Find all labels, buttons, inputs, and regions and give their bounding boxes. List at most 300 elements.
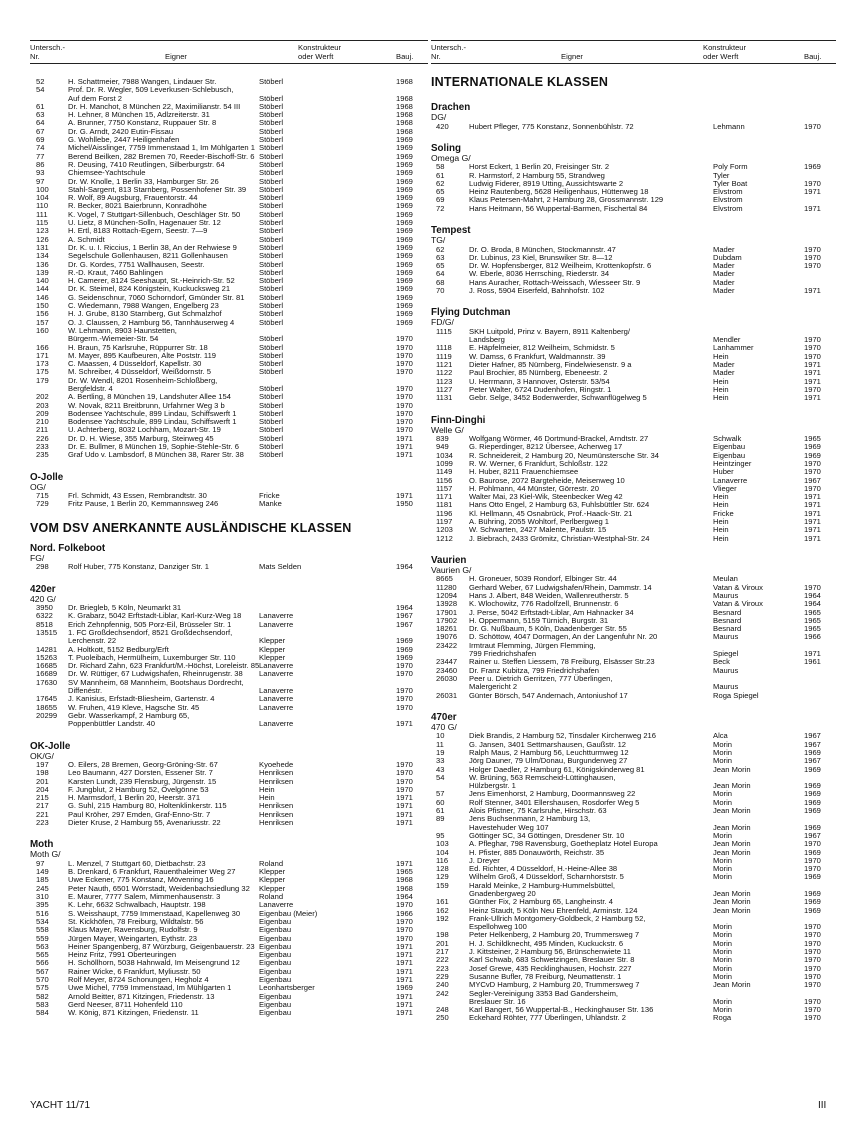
sail-number: 197 <box>36 760 49 769</box>
sail-number: 221 <box>36 809 49 819</box>
sail-number: 1127 <box>436 384 453 394</box>
builder: Stöberl <box>259 118 284 128</box>
section-title: INTERNATIONALE KLASSEN <box>431 75 609 89</box>
builder: Stöberl <box>259 276 284 286</box>
build-year: 1968 <box>396 875 413 885</box>
sail-number: 61 <box>436 806 445 816</box>
sail-number: 23460 <box>436 665 458 675</box>
build-year: 1969 <box>804 162 821 172</box>
owner: H. Braun, 75 Karlsruhe, Rüppurrer Str. 18 <box>68 342 208 352</box>
owner: W. Novak, 8211 Breitbrunn, Urfahrner Weg 3 b <box>68 400 225 410</box>
sail-number: 233 <box>36 442 49 452</box>
builder: Alca <box>713 731 728 741</box>
builder: Morin <box>713 963 732 973</box>
build-year: 1971 <box>396 941 413 951</box>
build-year: 1971 <box>396 450 413 460</box>
builder: Hein <box>713 533 729 543</box>
owner: H. Marmsdorf, 1 Berlin 20, Heerstr. 371 <box>68 793 201 803</box>
owner: W. Fruhen, 419 Kleve, Hagsche Str. 45 <box>68 702 200 712</box>
build-year: 1970 <box>804 855 821 865</box>
sail-number: 140 <box>36 276 49 286</box>
builder: Morin <box>713 855 732 865</box>
owner: F. Jungblut, 2 Hamburg 52, Övelgönne 53 <box>68 784 209 794</box>
owner: Horst Eckert, 1 Berlin 20, Freisinger Str. 2 <box>469 162 610 172</box>
builder: Eigenbau (Meier) <box>259 908 318 918</box>
builder: Hein <box>713 351 729 361</box>
sail-number: 11 <box>436 739 444 749</box>
sail-number: 201 <box>36 776 49 786</box>
owner: W. König, 871 Kitzingen, Friedenstr. 11 <box>68 1008 199 1018</box>
build-year: 1964 <box>396 562 413 572</box>
sail-number: 61 <box>36 101 45 111</box>
build-year: 1969 <box>804 450 821 460</box>
builder: Stöberl <box>259 309 284 319</box>
build-year: 1969 <box>396 176 413 186</box>
build-year: 1970 <box>396 925 413 935</box>
owner: Hans Auracher, Rottach-Weissach, Wiesseer Str. 9 <box>469 277 641 287</box>
owner: Gerhard Weber, 67 Ludwigshafen/Rhein, Dammstr. 14 <box>469 582 652 592</box>
owner: A. Pfleghar, 798 Ravensburg, Goetheplatz Hotel Europa <box>469 839 658 849</box>
builder: Stöberl <box>259 350 284 360</box>
sail-number: 1171 <box>436 492 453 502</box>
build-year: 1970 <box>396 392 413 402</box>
sail-number: 1121 <box>436 360 453 370</box>
build-year: 1971 <box>804 508 821 518</box>
owner: W. Eberle, 8036 Herrsching, Riederstr. 34 <box>469 269 610 279</box>
spacer <box>431 403 836 415</box>
builder: Roga Spiegel <box>713 690 759 700</box>
build-year: 1969 <box>396 644 413 654</box>
owner: R. Becker, 8021 Baierbrunn, Konradhöhe <box>68 201 207 211</box>
owner: Peer u. Dietrich Gerritzen, 777 Überlingen, <box>469 673 613 683</box>
owner: Heinz Rautenberg, 5628 Heiligenhaus, Hüttenweg 18 <box>469 187 649 197</box>
build-year: 1969 <box>396 242 413 252</box>
builder: Stöberl <box>259 442 284 452</box>
sail-number: 54 <box>36 85 45 95</box>
builder: Stöberl <box>259 433 284 443</box>
owner: Dr. H. Manchot, 8 München 22, Maximilianstr. 54 III <box>68 101 241 111</box>
sail-number: 949 <box>436 442 449 452</box>
build-year: 1967 <box>804 475 821 485</box>
builder: Hein <box>713 376 729 386</box>
owner: R.-D. Kraut, 7460 Bahlingen <box>68 267 163 277</box>
owner: Peter Nauth, 6501 Wörrstadt, Weidenbachsiedlung 32 <box>68 883 250 893</box>
owner: Berend Beilken, 282 Bremen 70, Reeder-Bischoff-Str. 6 <box>68 151 255 161</box>
builder: Mats Selden <box>259 562 302 572</box>
build-year: 1970 <box>804 971 821 981</box>
build-year: 1965 <box>396 867 413 877</box>
owner: Karsten Lundt, 239 Flensburg, Jürgenstr. 15 <box>68 776 217 786</box>
build-year: 1969 <box>396 209 413 219</box>
owner: Heiner Spangenberg, 87 Würzburg, Geigenbauerstr. 23 <box>68 941 255 951</box>
builder: Stöberl <box>259 251 284 261</box>
builder: Roga <box>713 1013 732 1023</box>
owner: Gebr. Selge, 3452 Bodenwerder, Schwanflügelweg 5 <box>469 393 647 403</box>
build-year: 1966 <box>804 632 821 642</box>
builder: Stöberl <box>259 317 284 327</box>
sail-number: 11280 <box>436 582 457 592</box>
build-year: 1970 <box>396 367 413 377</box>
sail-number: 86 <box>36 159 45 169</box>
build-year: 1969 <box>396 292 413 302</box>
sail-number: 104 <box>436 847 449 857</box>
build-year: 1950 <box>396 499 413 509</box>
sail-number: 23422 <box>436 640 458 650</box>
owner: SV Mannheim, 68 Mannheim, Bootshaus Dordrecht, <box>68 677 244 687</box>
builder: Hein <box>713 525 729 535</box>
builder: Morin <box>713 864 732 874</box>
sail-number: 126 <box>36 234 49 244</box>
sail-number: 204 <box>36 784 49 794</box>
builder: Lanaverre <box>259 611 294 621</box>
class-name: 420er <box>30 583 56 595</box>
sail-number: 19076 <box>436 632 458 642</box>
build-year: 1971 <box>804 649 821 659</box>
sail-number: 15263 <box>36 652 58 662</box>
builder: Stöberl <box>259 392 284 402</box>
owner: A. Bühring, 2055 Wohltorf, Perlbergweg 1 <box>469 517 610 526</box>
sail-number: 10 <box>436 731 445 741</box>
sail-number: 17630 <box>36 677 58 687</box>
right-entry-list <box>431 68 836 1023</box>
sail-number: 563 <box>36 941 49 951</box>
build-year: 1969 <box>804 442 821 452</box>
sail-number: 62 <box>436 244 445 254</box>
builder: Spiegel <box>713 649 739 659</box>
builder: Maurus <box>713 590 739 600</box>
owner: Dr. K. Steimel, 824 Königstein, Kuckucksweg 21 <box>68 284 231 294</box>
sail-number: 839 <box>436 434 449 444</box>
build-year: 1970 <box>804 384 821 394</box>
builder: Eigenbau <box>259 966 292 976</box>
owner: S. Weisshaupt, 7759 Immenstaad, Kapellenweg 30 <box>68 908 241 918</box>
sail-number: 74 <box>36 143 45 153</box>
owner: W. Schwarten, 2427 Malente, Paulstr. 15 <box>469 525 607 535</box>
builder: Morin <box>713 930 732 940</box>
sail-number: 558 <box>36 925 49 935</box>
builder: Vatan & Viroux <box>713 599 763 609</box>
sail-number: 420 <box>436 121 449 131</box>
owner: G. Suhl, 215 Hamburg 80, Holtenklinkerstr. 115 <box>68 801 227 811</box>
build-year: 1969 <box>396 201 413 211</box>
owner: Frl. Schmidt, 43 Essen, Rembrandtstr. 30 <box>68 491 207 501</box>
sail-number: 104 <box>36 193 49 203</box>
sail-number: 157 <box>36 317 49 327</box>
spacer <box>431 213 836 225</box>
owner: Uwe Michel, 7759 Immenstaad, Im Mühlgarten 1 <box>68 983 232 993</box>
builder: Kyoehede <box>259 760 294 769</box>
build-year: 1970 <box>396 383 413 393</box>
build-year: 1969 <box>396 259 413 269</box>
builder: Eigenbau <box>713 442 746 452</box>
owner: Bodensee Yachtschule, 899 Lindau, Schiffswerft 1 <box>68 408 237 418</box>
owner: Alois Pfistner, 75 Karlsruhe, Hirschstr. 63 <box>469 806 607 816</box>
table-row <box>431 394 836 402</box>
table-row <box>30 1009 428 1017</box>
owner: J. Biebrach, 2433 Grömitz, Christian-Westphal-Str. 24 <box>469 533 650 543</box>
sail-number: 131 <box>36 242 49 252</box>
owner: SKH Luitpold, Prinz v. Bayern, 8911 Kaltenberg/ <box>469 326 630 336</box>
builder: Mader <box>713 286 735 296</box>
build-year: 1971 <box>804 203 821 213</box>
builder: Klepper <box>259 644 286 654</box>
owner: H. Schattmeier, 7988 Wangen, Lindauer Str. <box>68 77 217 86</box>
sail-number: 245 <box>36 883 49 893</box>
builder: Elvstrom <box>713 187 743 197</box>
owner: Heinz Staudt, 5 Köln Neu Ehrenfeld, Arminstr. 124 <box>469 905 638 915</box>
owner: E. Häpfelmeier, 812 Weilheim, Schmidstr. 5 <box>469 343 615 353</box>
owner: Prof. Dr. R. Wegler, 509 Leverkusen-Schlebusch, <box>68 85 234 95</box>
build-year: 1971 <box>396 966 413 976</box>
build-year: 1970 <box>396 784 413 794</box>
owner: Hans Otto Engel, 2 Hamburg 63, Fuhlsbüttler Str. 624 <box>469 500 650 510</box>
build-year: 1970 <box>804 178 821 188</box>
owner: Hans J. Albert, 848 Weiden, Wallenreutherstr. 5 <box>469 590 629 600</box>
owner: Jürgen Mayer, Weingarten, Eythstr. 23 <box>68 933 198 943</box>
owner: Arnold Beitter, 871 Kitzingen, Friedenstr. 13 <box>68 991 215 1001</box>
builder: Jean Morin <box>713 980 751 990</box>
build-year: 1970 <box>804 261 821 271</box>
build-year: 1969 <box>804 872 821 882</box>
owner: M. Schreiber, 4 Düsseldorf, Weißdornstr. 5 <box>68 367 211 377</box>
builder: Morin <box>713 756 732 766</box>
owner: Dr. W. Knolle, 1 Berlin 33, Hamburger Str. 26 <box>68 176 219 186</box>
builder: Stöberl <box>259 226 284 236</box>
owner: H. Pfister, 885 Donauwörth, Reichstr. 35 <box>469 847 605 857</box>
builder: Morin <box>713 971 732 981</box>
builder: Hein <box>259 793 275 803</box>
owner: Segler-Vereinigung 3353 Bad Gandersheim, <box>469 988 619 998</box>
class-name: O-Jolle <box>30 471 64 483</box>
build-year: 1971 <box>804 376 821 386</box>
builder: Jean Morin <box>713 806 751 816</box>
builder: Lanaverre <box>259 694 294 704</box>
build-year: 1970 <box>804 252 821 262</box>
build-year: 1971 <box>804 368 821 378</box>
class-code: 420 G/ <box>30 593 56 604</box>
sail-number: 68 <box>436 277 445 287</box>
sail-number: 1118 <box>436 343 452 353</box>
sail-number: 215 <box>36 793 49 803</box>
build-year: 1964 <box>396 892 413 902</box>
builder: Morin <box>713 947 732 957</box>
builder: Eigenbau <box>259 1008 292 1018</box>
class-code: OK/G/ <box>30 750 54 761</box>
builder: Stöberl <box>259 135 284 145</box>
build-year: 1969 <box>804 897 821 907</box>
build-year: 1970 <box>396 916 413 926</box>
owner: Dr. Franz Kubitza, 799 Friedrichshafen <box>469 665 599 675</box>
sail-number: 1034 <box>436 450 453 460</box>
owner: Breslauer Str. 16 <box>469 996 526 1006</box>
owner: Ed. Richter, 4 Düsseldorf, H.-Heine-Allee 38 <box>469 864 618 874</box>
builder: Lanaverre <box>713 475 748 485</box>
builder: Stöberl <box>259 93 284 103</box>
owner: W. Damss, 6 Frankfurt, Waldmannstr. 39 <box>469 351 606 361</box>
build-year: 1970 <box>804 121 821 131</box>
builder: Stöberl <box>259 110 284 120</box>
build-year: 1965 <box>804 624 821 634</box>
sail-number: 161 <box>436 897 449 907</box>
builder: Stöberl <box>259 284 284 294</box>
build-year: 1970 <box>396 425 413 435</box>
owner: Rainer Wicke, 6 Frankfurt, Myliusstr. 50 <box>68 966 201 976</box>
owner: Jens Eimenhorst, 2 Hamburg, Doormannsweg 22 <box>469 789 636 799</box>
footer-issue: YACHT 11/71 <box>30 1100 91 1111</box>
sail-number: 1196 <box>436 508 453 518</box>
sail-number: 97 <box>36 176 45 186</box>
build-year: 1967 <box>396 619 413 629</box>
sail-number: 115 <box>36 218 49 228</box>
sail-number: 150 <box>36 301 49 311</box>
owner: Dr. Briegleb, 5 Köln, Neumarkt 31 <box>68 603 182 613</box>
owner: A. Schmidt <box>68 234 105 244</box>
build-year: 1968 <box>396 126 413 136</box>
owner: Diek Brandis, 2 Hamburg 52, Tinsdaler Kirchenweg 216 <box>469 731 656 741</box>
header-konstrukteur: Konstrukteur <box>298 43 342 52</box>
build-year: 1970 <box>396 768 413 778</box>
owner: Hubert Pfleger, 775 Konstanz, Sonnenbühlstr. 72 <box>469 121 634 131</box>
sail-number: 250 <box>436 1013 449 1023</box>
builder: Stöberl <box>259 292 284 302</box>
owner: K. Wlochowitz, 776 Radolfzell, Brunnenstr. 6 <box>469 599 619 609</box>
build-year: 1971 <box>396 958 413 968</box>
builder: Elvstrom <box>713 195 743 205</box>
owner: Leo Baumann, 427 Dorsten, Essener Str. 7 <box>68 768 213 778</box>
builder: Stöberl <box>259 267 284 277</box>
table-row <box>431 205 836 213</box>
build-year: 1970 <box>396 400 413 410</box>
build-year: 1969 <box>396 135 413 145</box>
class-name: Vaurien <box>431 554 467 566</box>
builder: Morin <box>713 797 732 807</box>
sail-number: 1157 <box>436 483 453 493</box>
sail-number: 565 <box>36 950 49 960</box>
class-code: OG/ <box>30 481 46 492</box>
builder: Eigenbau <box>259 950 292 960</box>
build-year: 1970 <box>804 1005 821 1015</box>
builder: Stöberl <box>259 342 284 352</box>
owner: H. Groneuer, 5039 Rondorf, Elbinger Str. 44 <box>469 574 617 584</box>
sail-number: 1203 <box>436 525 453 535</box>
owner: H. Oppermann, 5159 Türnich, Burgstr. 31 <box>469 615 609 625</box>
build-year: 1971 <box>804 525 821 535</box>
owner: Karl Schwab, 683 Schwetzingen, Breslauer Str. 8 <box>469 955 635 965</box>
owner: Fritz Pause, 1 Berlin 20, Kemmannsweg 246 <box>68 499 219 509</box>
sail-number: 16685 <box>36 661 58 671</box>
sail-number: 64 <box>36 118 45 128</box>
owner: Dr. Lubinus, 23 Kiel, Brunswiker Str. 8—12 <box>469 252 613 262</box>
owner: J. Kanisius, Erfstadt-Bliesheim, Gartenstr. 4 <box>68 694 215 704</box>
class-name: Nord. Folkeboot <box>30 542 106 554</box>
sail-number: 240 <box>436 980 449 990</box>
build-year: 1971 <box>396 999 413 1009</box>
build-year: 1971 <box>396 991 413 1001</box>
builder: Klepper <box>259 636 286 646</box>
sail-number: 222 <box>436 955 449 965</box>
build-year: 1970 <box>804 244 821 254</box>
sail-number: 1156 <box>436 475 453 485</box>
owner: K. Grabarz, 5042 Erftstadt-Liblar, Karl-Kurz-Weg 18 <box>68 611 242 621</box>
sail-number: 26031 <box>436 690 458 700</box>
build-year: 1971 <box>804 500 821 510</box>
spacer <box>431 131 836 143</box>
class-name: Moth <box>30 839 54 851</box>
sail-number: 26030 <box>436 673 458 683</box>
builder: Morin <box>713 996 732 1006</box>
builder: Jean Morin <box>713 822 751 832</box>
build-year: 1969 <box>396 159 413 169</box>
owner: Paul Brochier, 85 Nürnberg, Ebeneestr. 2 <box>469 368 608 378</box>
builder: Lanhammer <box>713 343 754 353</box>
owner: Hülzbergstr. 1 <box>469 781 516 791</box>
builder: Morin <box>713 922 732 932</box>
owner: Göttinger SC, 34 Göttingen, Dresdener Str. 10 <box>469 830 625 840</box>
sail-number: 129 <box>436 872 449 882</box>
build-year: 1970 <box>804 1013 821 1023</box>
owner: H. Huber, 8211 Frauenchiemsee <box>469 467 579 477</box>
builder: Dubdam <box>713 252 742 262</box>
builder: Stöberl <box>259 101 284 111</box>
owner: U. Achterberg, 8032 Lochham, Mozart-Str. 19 <box>68 425 221 435</box>
owner: W. Lehmann, 8903 Haunstetten, <box>68 325 177 335</box>
builder: Stöberl <box>259 400 284 410</box>
sail-number: 58 <box>436 162 445 172</box>
builder: Klepper <box>259 883 286 893</box>
sail-number: 110 <box>36 201 49 211</box>
owner: Josef Grewe, 435 Recklinghausen, Hochstr. 227 <box>469 963 632 973</box>
build-year: 1971 <box>804 492 821 502</box>
build-year: 1969 <box>396 284 413 294</box>
owner: Günter Börsch, 547 Andernach, Antoniushof 17 <box>469 690 628 700</box>
builder: Mader <box>713 277 735 287</box>
class-name: Tempest <box>431 225 471 237</box>
owner: C. Wiedemann, 7988 Wangen, Engelberg 23 <box>68 301 219 311</box>
builder: Stöberl <box>259 77 284 86</box>
sail-number: 192 <box>436 913 449 923</box>
owner: H. Schöllhorn, 5038 Hahnwald, Im Meisengrund 12 <box>68 958 240 968</box>
builder: Morin <box>713 938 732 948</box>
owner: B. Drenkard, 6 Frankfurt, Rauenthaleimer Weg 27 <box>68 867 236 877</box>
build-year: 1970 <box>804 343 821 353</box>
owner: Bergfeldstr. 4 <box>68 383 113 393</box>
sail-number: 198 <box>36 768 49 778</box>
sail-number: 1197 <box>436 517 453 526</box>
sail-number: 583 <box>36 999 49 1009</box>
sail-number: 566 <box>36 958 49 968</box>
builder: Stöberl <box>259 176 284 186</box>
builder: Besnard <box>713 624 742 634</box>
owner: Walter Mai, 23 Kiel-Wik, Steenbecker Weg 42 <box>469 492 623 502</box>
sail-number: 64 <box>436 269 445 279</box>
owner: Susanne Bufler, 78 Freiburg, Neumattenstr. 1 <box>469 971 622 981</box>
sail-number: 729 <box>36 499 49 509</box>
builder: Eigenbau <box>259 941 292 951</box>
builder: Eigenbau <box>259 933 292 943</box>
sail-number: 198 <box>436 930 449 940</box>
sail-number: 3950 <box>36 603 53 613</box>
builder: Morin <box>713 747 732 757</box>
sail-number: 584 <box>36 1008 49 1018</box>
sail-number: 559 <box>36 933 49 943</box>
build-year: 1969 <box>804 789 821 799</box>
class-name: Finn-Dinghi <box>431 414 486 426</box>
build-year: 1970 <box>396 334 413 344</box>
sail-number: 567 <box>36 966 49 976</box>
header-untersch: Untersch.- <box>431 43 467 52</box>
build-year: 1970 <box>396 694 413 704</box>
owner: Dieter Kruse, 2 Hamburg 55, Avenariusstr. 22 <box>68 818 221 828</box>
